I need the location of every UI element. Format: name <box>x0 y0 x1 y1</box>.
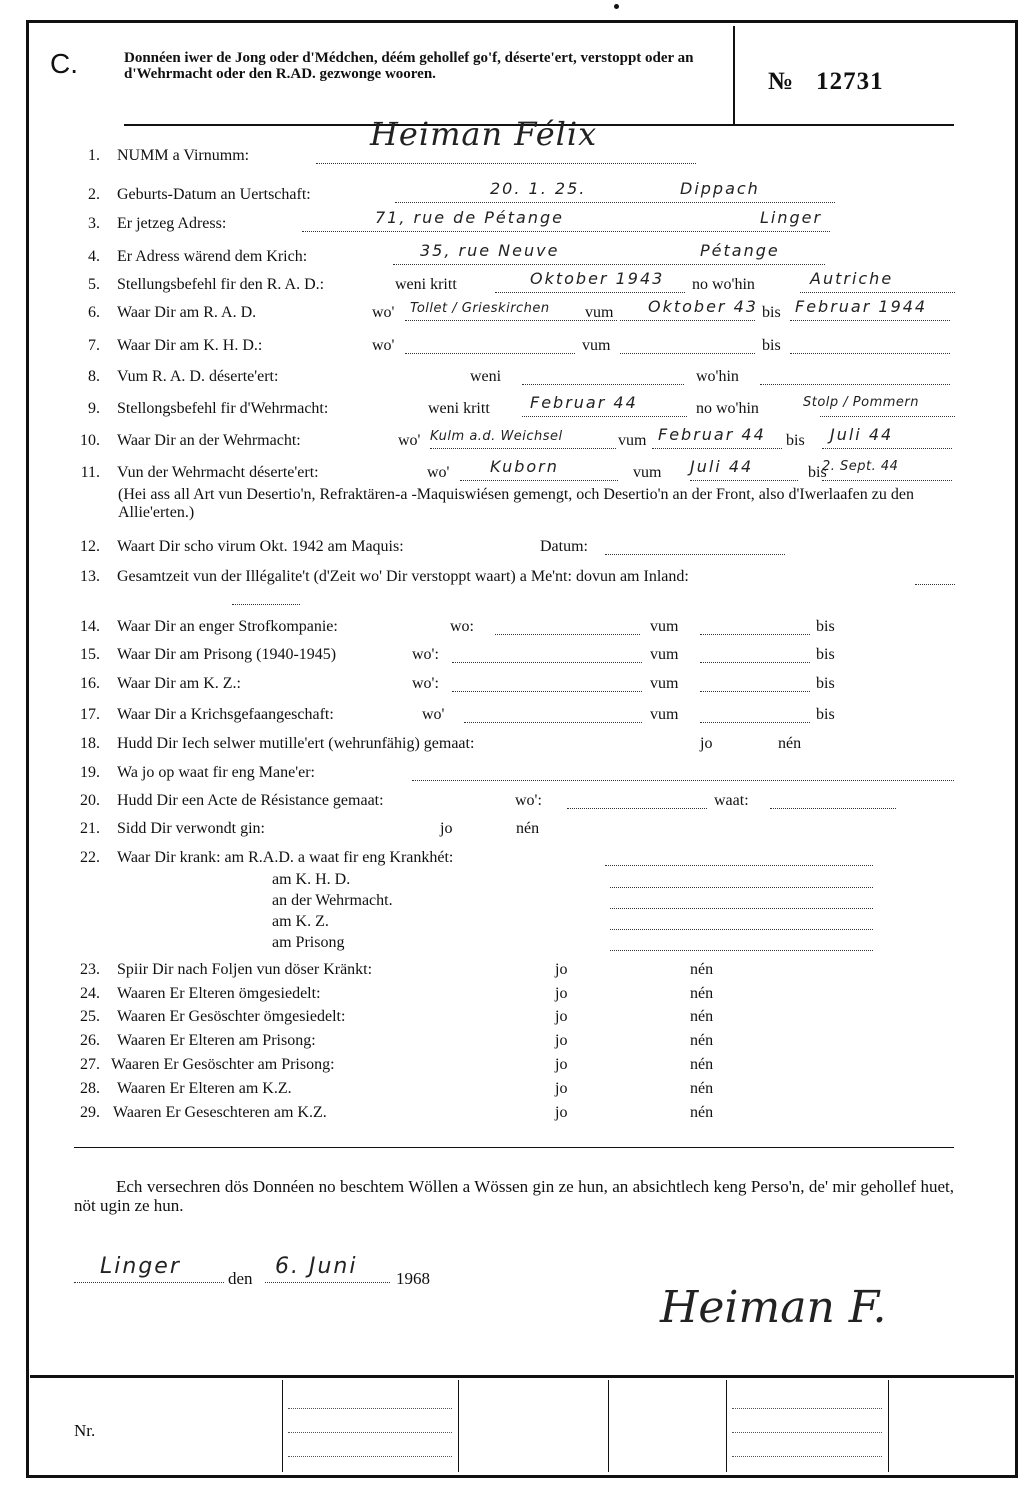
row-label: Spiir Dir nach Foljen vun döser Kränkt: <box>117 961 373 978</box>
row-sub-label: wo'hin <box>696 368 739 385</box>
table-cell <box>608 1380 727 1472</box>
row-sub-label: nén <box>516 820 540 837</box>
form-field[interactable] <box>452 646 642 663</box>
row-number: 8. <box>88 368 100 385</box>
handwritten-value: Oktober 1943 <box>530 269 665 288</box>
row-sub-label: bis <box>808 464 827 481</box>
year-label: 1968 <box>396 1269 430 1288</box>
row-number: 26. <box>80 1032 100 1049</box>
form-field[interactable] <box>610 871 873 888</box>
row-number: 13. <box>80 568 100 585</box>
form-field[interactable] <box>700 706 810 723</box>
row-sub-label: vum <box>650 706 679 723</box>
handwritten-value: 35, rue Neuve <box>420 241 560 260</box>
row-number: 16. <box>80 675 100 692</box>
form-field[interactable] <box>452 675 642 692</box>
form-field[interactable] <box>760 368 950 385</box>
row-sub-label: wo' <box>372 304 395 321</box>
row-sub-label: bis <box>816 618 835 635</box>
row-label: Waar Dir am Prisong (1940-1945) <box>117 646 337 663</box>
row-number: 6. <box>88 304 100 321</box>
place-value: Linger <box>100 1254 181 1279</box>
row-number: 11. <box>80 464 100 481</box>
row-sub-label: am K. Z. <box>272 913 329 930</box>
form-field[interactable] <box>522 368 684 385</box>
row-number: 24. <box>80 985 100 1002</box>
row-number: 1. <box>88 147 100 164</box>
row-number: 22. <box>80 849 100 866</box>
row-number: 10. <box>80 432 100 449</box>
table-cell <box>458 1380 609 1472</box>
den-label: den <box>228 1269 253 1288</box>
footer-rule <box>30 1375 1014 1378</box>
row-sub-label: nén <box>690 961 714 978</box>
row-number: 14. <box>80 618 100 635</box>
row-label: Vun der Wehrmacht déserte'ert: <box>117 464 319 481</box>
row-sub-label: vum <box>650 646 679 663</box>
row-sub-label: jo <box>555 1008 568 1025</box>
handwritten-value: Dippach <box>680 179 760 198</box>
form-field[interactable] <box>495 618 640 635</box>
row-number: 5. <box>88 276 100 293</box>
row-sub-label: wo: <box>450 618 474 635</box>
date-value: 6. Juni <box>275 1254 358 1279</box>
form-title: Donnéen iwer de Jong oder d'Médchen, déém gehollef go'f, déserte'ert, verstoppt oder an d'Wehrmacht oder den R.AD. gezwonge wooren. <box>124 50 694 82</box>
handwritten-value: Autriche <box>810 269 894 288</box>
table-dotline <box>288 1456 452 1457</box>
handwritten-value: 71, rue de Pétange <box>375 208 564 227</box>
row-label: Vum R. A. D. déserte'ert: <box>117 368 279 385</box>
row-sub-label: weni kritt <box>428 400 490 417</box>
row-sub-label: nén <box>690 1032 714 1049</box>
row-sub-label: vum <box>582 337 611 354</box>
form-field[interactable] <box>605 849 873 866</box>
row-sub-label: nén <box>778 735 802 752</box>
table-dotline <box>732 1432 882 1433</box>
row-sub-label: nén <box>690 1056 714 1073</box>
handwritten-value: Heiman Félix <box>370 115 598 153</box>
form-field[interactable] <box>610 913 873 930</box>
number-symbol: № <box>768 68 795 95</box>
row-sub-label: vum <box>618 432 647 449</box>
handwritten-value: Februar 44 <box>658 425 766 444</box>
handwritten-value: Kuborn <box>490 457 559 476</box>
row-label: Waar Dir an der Wehrmacht: <box>117 432 301 449</box>
row-sub-label: vum <box>650 675 679 692</box>
row-sub-label: weni kritt <box>395 276 457 293</box>
row-sub-label: vum <box>650 618 679 635</box>
row-note: (Hei ass all Art vun Desertio'n, Refraktären-a -Maquiswiésen gemengt, och Desertio'n an der Front, also d'Iwerlaafen zu den Allie'erten.) <box>118 486 914 521</box>
form-field[interactable] <box>395 186 835 203</box>
table-cell <box>282 1380 459 1472</box>
row-sub-label: nén <box>690 1008 714 1025</box>
handwritten-value: 20. 1. 25. <box>490 179 587 198</box>
handwritten-value: Februar 44 <box>530 393 638 412</box>
row-label: Er jetzeg Adress: <box>117 215 227 232</box>
row-sub-label: jo <box>700 735 713 752</box>
handwritten-value: Pétange <box>700 241 780 260</box>
row-number: 18. <box>80 735 100 752</box>
row-sub-label: wo' <box>427 464 450 481</box>
form-number <box>768 68 884 96</box>
row-number: 28. <box>80 1080 100 1097</box>
handwritten-value: Februar 1944 <box>795 297 928 316</box>
row-number: 7. <box>88 337 100 354</box>
row-label: Sidd Dir verwondt gin: <box>117 820 265 837</box>
row-label: Stellungsbefehl fir den R. A. D.: <box>117 276 325 293</box>
row-number: 17. <box>80 706 100 723</box>
row-label: Hudd Dir een Acte de Résistance gemaat: <box>117 792 384 809</box>
row-sub-label: bis <box>816 675 835 692</box>
table-dotline <box>732 1456 882 1457</box>
form-letter: C. <box>50 48 78 79</box>
row-sub-label: nén <box>690 985 714 1002</box>
row-sub-label: weni <box>470 368 502 385</box>
handwritten-value: Stolp / Pommern <box>803 395 920 410</box>
row-sub-label: wo' <box>372 337 395 354</box>
declaration-text: Ech versechren dös Donnéen no beschtem Wöllen a Wössen gin ze hun, an absichtlech keng Perso'n, de' mir gehollef huet, nöt ugin ze hun. <box>74 1177 954 1215</box>
row-label: Er Adress wärend dem Krich: <box>117 248 308 265</box>
row-label: Gesamtzeit vun der Illégalite't (d'Zeit wo' Dir verstoppt waart) a Me'nt: dovun am Inland: <box>117 568 689 585</box>
form-field[interactable] <box>605 538 785 555</box>
row-number: 29. <box>80 1104 100 1121</box>
row-sub-label: jo <box>555 1056 568 1073</box>
form-field[interactable] <box>700 618 810 635</box>
row-label: Geburts-Datum an Uertschaft: <box>117 186 311 203</box>
row-sub-label: Datum: <box>540 538 588 555</box>
form-field[interactable] <box>405 337 575 354</box>
row-sub-label: bis <box>786 432 805 449</box>
row-label: Waar Dir a Krichsgefaangeschaft: <box>117 706 334 723</box>
row-label: Waar Dir am R. A. D. <box>117 304 257 321</box>
handwritten-value: Oktober 43 <box>648 297 758 316</box>
nr-label: Nr. <box>74 1421 96 1440</box>
form-field[interactable] <box>412 764 954 781</box>
row-label: Waaren Er Geseschteren am K.Z. <box>113 1104 327 1121</box>
form-field[interactable] <box>770 792 896 809</box>
row-sub-label: wo' <box>398 432 421 449</box>
row-label: Wa jo op waat fir eng Mane'er: <box>117 764 315 781</box>
form-field[interactable] <box>700 675 810 692</box>
row-label: Waaren Er Gesöschter ömgesiedelt: <box>117 1008 346 1025</box>
row-number: 4. <box>88 248 100 265</box>
handwritten-value: Linger <box>760 208 823 227</box>
row-label: Waart Dir scho virum Okt. 1942 am Maquis: <box>117 538 404 555</box>
row-sub-label: nén <box>690 1080 714 1097</box>
form-field[interactable] <box>232 588 300 605</box>
row-sub-label: bis <box>816 646 835 663</box>
handwritten-value: 2. Sept. 44 <box>822 459 899 474</box>
row-sub-label: am K. H. D. <box>272 871 351 888</box>
handwritten-value: Juli 44 <box>830 425 894 444</box>
table-dotline <box>732 1408 882 1409</box>
row-number: 3. <box>88 215 100 232</box>
row-label: Waaren Er Gesöschter am Prisong: <box>111 1056 335 1073</box>
row-sub-label: vum <box>633 464 662 481</box>
form-field[interactable] <box>620 337 755 354</box>
row-sub-label: an der Wehrmacht. <box>272 892 393 909</box>
handwritten-value: Kulm a.d. Weichsel <box>430 429 563 444</box>
footer-table <box>30 1380 1014 1472</box>
row-label: Waaren Er Elteren am K.Z. <box>117 1080 292 1097</box>
row-sub-label: jo <box>555 1032 568 1049</box>
header-divider <box>733 26 735 124</box>
row-sub-label: bis <box>762 337 781 354</box>
row-label: Stellongsbefehl fir d'Wehrmacht: <box>117 400 329 417</box>
row-label: Waar Dir an enger Strofkompanie: <box>117 618 338 635</box>
row-label: Waaren Er Elteren ömgesiedelt: <box>117 985 321 1002</box>
row-number: 27. <box>80 1056 100 1073</box>
row-sub-label: jo <box>555 1104 568 1121</box>
row-number: 25. <box>80 1008 100 1025</box>
row-sub-label: waat: <box>714 792 749 809</box>
top-dot <box>614 4 619 9</box>
handwritten-value: Tollet / Grieskirchen <box>410 301 550 316</box>
row-sub-label: no wo'hin <box>692 276 755 293</box>
row-label: Waar Dir am K. H. D.: <box>117 337 263 354</box>
row-sub-label: bis <box>816 706 835 723</box>
handwritten-value: Juli 44 <box>690 457 754 476</box>
row-sub-label: jo <box>555 961 568 978</box>
row-sub-label: wo': <box>412 675 439 692</box>
row-sub-label: wo': <box>412 646 439 663</box>
row-label: Waar Dir am K. Z.: <box>117 675 241 692</box>
row-sub-label: jo <box>555 1080 568 1097</box>
form-field[interactable] <box>915 568 955 585</box>
table-dotline <box>288 1432 452 1433</box>
form-field[interactable] <box>610 934 873 951</box>
row-number: 23. <box>80 961 100 978</box>
row-sub-label: jo <box>555 985 568 1002</box>
row-label: Waar Dir krank: am R.A.D. a waat fir eng Krankhét: <box>117 849 454 866</box>
row-label: Hudd Dir Iech selwer mutille'ert (wehrunfähig) gemaat: <box>117 735 475 752</box>
row-sub-label: wo' <box>422 706 445 723</box>
row-sub-label: nén <box>690 1104 714 1121</box>
row-label: NUMM a Virnumm: <box>117 147 250 164</box>
row-number: 21. <box>80 820 100 837</box>
row-sub-label: wo': <box>515 792 542 809</box>
form-field[interactable] <box>610 892 873 909</box>
section-rule <box>74 1147 954 1148</box>
row-sub-label: no wo'hin <box>696 400 759 417</box>
row-number: 19. <box>80 764 100 781</box>
form-field[interactable] <box>567 792 707 809</box>
row-number: 20. <box>80 792 100 809</box>
row-number: 15. <box>80 646 100 663</box>
row-sub-label: vum <box>585 304 614 321</box>
row-sub-label: bis <box>762 304 781 321</box>
row-number: 9. <box>88 400 100 417</box>
table-cell <box>30 1380 283 1472</box>
form-field[interactable] <box>790 337 950 354</box>
table-cell <box>726 1380 889 1472</box>
row-number: 2. <box>88 186 100 203</box>
form-field[interactable] <box>700 646 810 663</box>
form-field[interactable] <box>464 706 642 723</box>
table-dotline <box>288 1408 452 1409</box>
number-value: 12731 <box>816 68 884 95</box>
signature-image: Heiman F. <box>660 1282 887 1333</box>
row-sub-label: am Prisong <box>272 934 345 951</box>
row-sub-label: jo <box>440 820 453 837</box>
row-label: Waaren Er Elteren am Prisong: <box>117 1032 316 1049</box>
row-number: 12. <box>80 538 100 555</box>
